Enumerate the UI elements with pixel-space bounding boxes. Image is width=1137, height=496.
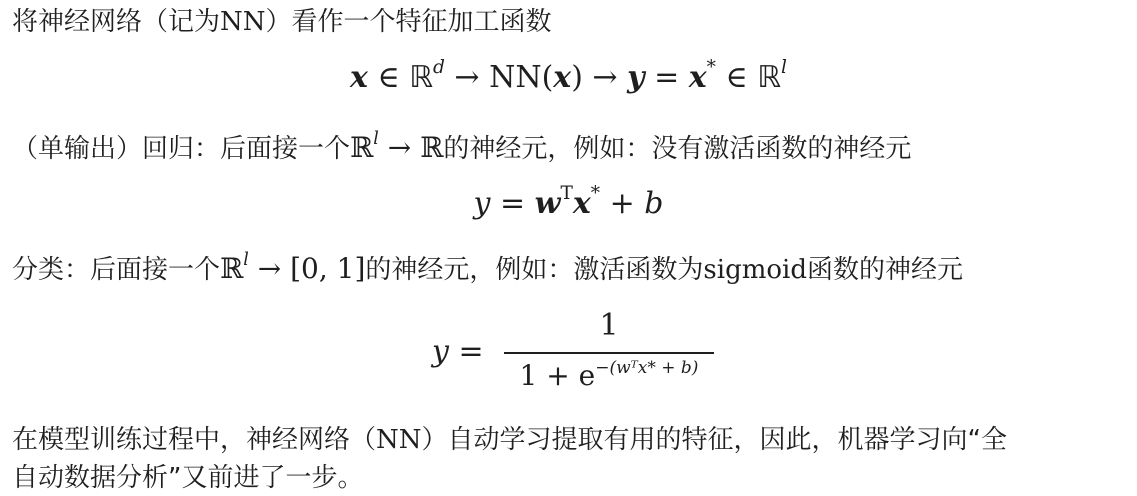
regression-arrow: → [378,131,421,164]
regression-R: ℝ [350,131,374,164]
conclusion-line-1 [12,422,1007,458]
regression-l: l [373,128,379,149]
eq2-w: w [534,186,561,221]
classification-sigmoid: sigmoid [703,255,807,285]
eq3-lhs: y = [432,334,484,369]
classification-interval: [0, 1] [290,252,366,285]
eq3-denominator [504,358,714,392]
eq1-R: ℝ [409,60,433,95]
classification-R: ℝ [220,252,244,285]
eq3-numerator: 1 [599,308,619,343]
conclusion-text-b: ）自动学习提取有用的特征，因此，机器学习向“全 [421,425,1007,455]
eq3-den-exp: −(wᵀx* + b) [595,358,699,378]
classification-text-a: 分类：后面接一个 [12,255,221,285]
classification-sentence [12,251,963,288]
classification-arrow: → [248,252,291,285]
classification-text-b: 的神经元，例如：激活函数为 [365,255,704,285]
intro-text-b: ）看作一个特征加工函数 [265,7,552,37]
eq1-star: * [706,57,716,79]
intro-nn: NN [220,7,266,37]
eq1-arrow2: ) → [571,60,628,95]
eq2-b: b [644,186,664,221]
classification-l: l [243,249,249,270]
eq1-x3: x [688,60,707,95]
conclusion-line-2 [12,460,363,496]
regression-text-b: 的神经元，例如：没有激活函数的神经元 [443,134,912,164]
regression-sentence [12,130,911,167]
conclusion-text-line2: 自动数据分析”又前进了一步。 [12,463,364,493]
classification-text-c: 函数的神经元 [807,255,964,285]
eq3-fraction-bar [504,352,714,354]
eq1-eq: = [644,60,689,95]
eq2-y: y [473,186,491,221]
eq1-x: x [350,60,368,95]
eq1-arrow1: → NN( [444,60,554,95]
eq1-y: y [627,60,645,95]
conclusion-text-a: 在模型训练过程中，神经网络（ [12,425,377,455]
eq2-plus: + [600,186,645,221]
eq1-in: ∈ [367,60,410,95]
eq1-x2: x [553,60,572,95]
eq2-T: T [560,183,573,205]
eq1-in2: ∈ [715,60,758,95]
eq1-d: d [432,57,445,79]
intro-sentence [12,4,552,40]
eq1-l: l [781,57,787,79]
eq2-eq: = [490,186,535,221]
intro-text-a: 将神经网络（记为 [12,7,221,37]
regression-R2: ℝ [420,131,444,164]
eq2-x: x [572,186,591,221]
equation-regression [0,183,1137,221]
equation-sigmoid [0,306,1137,396]
eq2-star: * [590,183,601,205]
regression-text-a: （单输出）回归：后面接一个 [12,134,351,164]
conclusion-nn: NN [376,425,422,455]
eq3-den-base: 1 + e [519,359,596,392]
eq1-R2: ℝ [757,60,781,95]
equation-feature-map [0,57,1137,95]
